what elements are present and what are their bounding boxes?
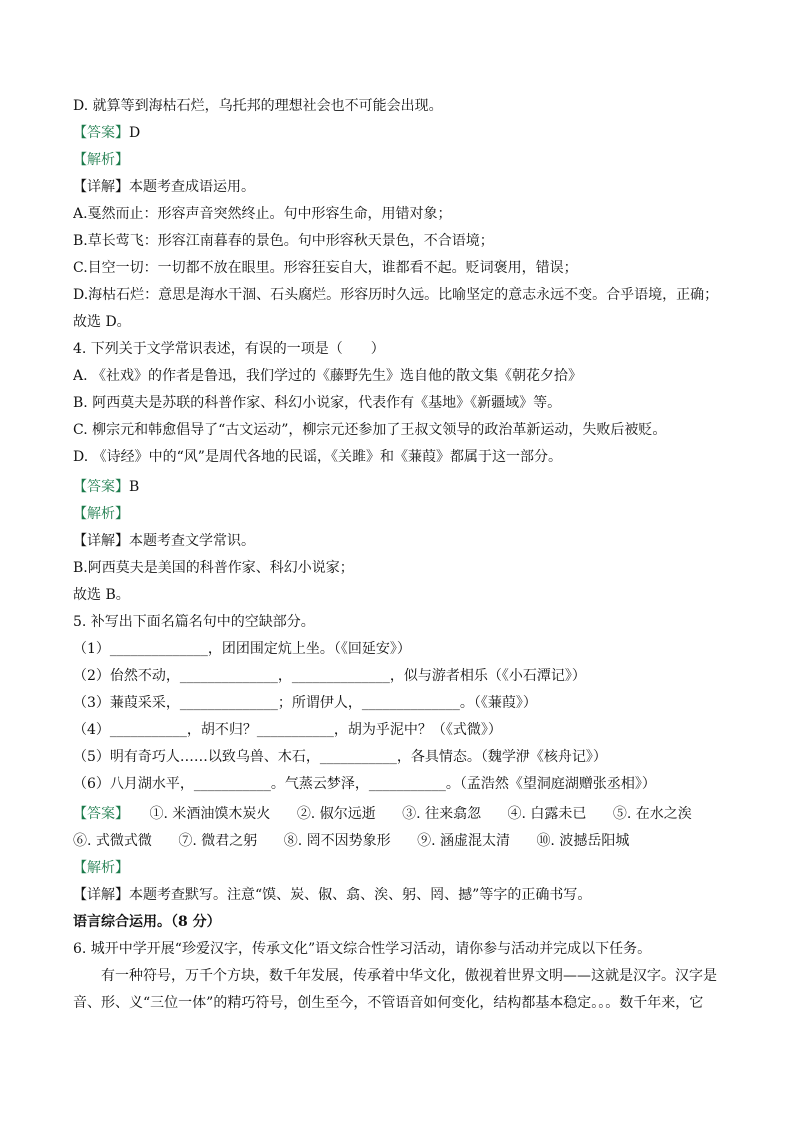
q5-answer-row-1: [73, 805, 724, 823]
q4-option-c: C. 柳宗元和韩愈倡导了“古文运动”，柳宗元还参加了王叔文领导的政治革新运动，失败后被贬。: [73, 422, 667, 438]
q4-option-a: A. 《社戏》的作者是鲁迅，我们学过的《藤野先生》选自他的散文集《朝花夕拾》: [73, 368, 583, 384]
answer-tag: 【答案】: [73, 479, 129, 495]
q4-option-b: B. 阿西莫夫是苏联的科普作家、科幻小说家，代表作有《基地》《新疆域》等。: [73, 395, 562, 411]
q3-explain-c: C.目空一切：一切都不放在眼里。形容狂妄自大，谁都看不起。贬词褒用，错误；: [73, 260, 578, 276]
answer-tag: 【答案】: [73, 125, 129, 141]
analysis-tag: 【解析】: [73, 860, 129, 876]
q6-stem: 6. 城开中学开展“珍爱汉字，传承文化”语文综合性学习活动，请你参与活动并完成以下任务。: [73, 941, 652, 957]
q3-explain-d: D.海枯石烂：意思是海水干涸、石头腐烂。形容历时久远。比喻坚定的意志永远不变。合乎语境，正确；: [73, 287, 719, 303]
q3-conclusion: 故选 D。: [73, 314, 131, 330]
q3-explain-a: A.戛然而止：形容声音突然终止。句中形容生命，用错对象；: [73, 206, 452, 222]
detail-text: 本题考查默写。注意“馍、炭、俶、翕、涘、躬、罔、撼”等字的正确书写。: [129, 887, 592, 903]
answer-value: D: [129, 125, 141, 141]
q5-item-1: （1）______________，团团围定炕上坐。（《回延安》）: [73, 641, 411, 657]
q4-answer: [73, 478, 724, 496]
q3-option-d: D. 就算等到海枯石烂，乌托邦的理想社会也不可能会出现。: [73, 98, 443, 114]
q5-item-4: （4）___________，胡不归？___________，胡为乎泥中？（《式微》）: [73, 722, 502, 738]
answer-value: B: [129, 479, 140, 495]
answer-item: ⑤. 在水之涘: [612, 806, 692, 822]
answer-item: ①. 米酒油馍木炭火: [149, 806, 271, 822]
q5-analysis: [73, 859, 724, 877]
answer-item: ⑨. 涵虚混太清: [417, 833, 510, 849]
detail-tag: 【详解】: [73, 887, 129, 903]
q5-item-2: （2）佁然不动，______________，______________，似与游者相乐（《小石潭记》）: [73, 668, 586, 684]
q6-passage-line-2: 音、形、义“三位一体”的精巧符号，创生至今，不管语音如何变化，结构都基本稳定。。。数千年来，它: [73, 995, 704, 1011]
detail-tag: 【详解】: [73, 533, 129, 549]
detail-text: 本题考查文学常识。: [129, 533, 255, 549]
q5-stem: 5. 补写出下面名篇名句中的空缺部分。: [73, 614, 315, 630]
q5-detail: [73, 886, 724, 904]
answer-item: ⑦. 微君之躬: [178, 833, 258, 849]
q4-option-d: D. 《诗经》中的“风”是周代各地的民谣，《关雎》和《蒹葭》都属于这一部分。: [73, 449, 562, 465]
detail-text: 本题考查成语运用。: [129, 179, 255, 195]
answer-item: ⑥. 式微式微: [73, 833, 152, 849]
answer-item: ②. 俶尔远逝: [296, 806, 376, 822]
q5-item-5: （5）明有奇巧人……以致乌兽、木石，___________，各具情态。（魏学洢《核舟记》）: [73, 749, 607, 765]
analysis-tag: 【解析】: [73, 506, 129, 522]
q4-detail: [73, 532, 724, 550]
q5-answer-row-2: [73, 832, 724, 850]
section-title: 语言综合运用。（8 分）: [73, 914, 221, 930]
q6-passage-line-1: 有一种符号，万千个方块，数千年发展，传承着中华文化，傲视着世界文明——这就是汉字。汉字是: [101, 968, 717, 984]
q3-answer: [73, 124, 724, 142]
q4-analysis: [73, 505, 724, 523]
q4-conclusion: 故选 B。: [73, 587, 130, 603]
q3-explain-b: B.草长莺飞：形容江南暮春的景色。句中形容秋天景色，不合语境；: [73, 233, 494, 249]
q3-detail: [73, 178, 724, 196]
q4-explain-b: B.阿西莫夫是美国的科普作家、科幻小说家；: [73, 560, 354, 576]
answer-item: ⑧. 罔不因势象形: [283, 833, 391, 849]
answer-item: ③. 往来翕忽: [402, 806, 482, 822]
q5-item-6: （6）八月湖水平，___________。气蒸云梦泽，___________。（孟浩然《望洞庭湖赠张丞相》）: [73, 776, 656, 792]
detail-tag: 【详解】: [73, 179, 129, 195]
q3-analysis: [73, 151, 724, 169]
answer-tag: 【答案】: [73, 806, 129, 822]
answer-item: ④. 白露未已: [507, 806, 587, 822]
analysis-tag: 【解析】: [73, 152, 129, 168]
answer-item: ⑩. 波撼岳阳城: [536, 833, 630, 849]
q4-stem: 4. 下列关于文学常识表述，有误的一项是（ ）: [73, 341, 385, 357]
q5-item-3: （3）蒹葭采采，______________；所谓伊人，______________。（《蒹葭》）: [73, 695, 537, 711]
